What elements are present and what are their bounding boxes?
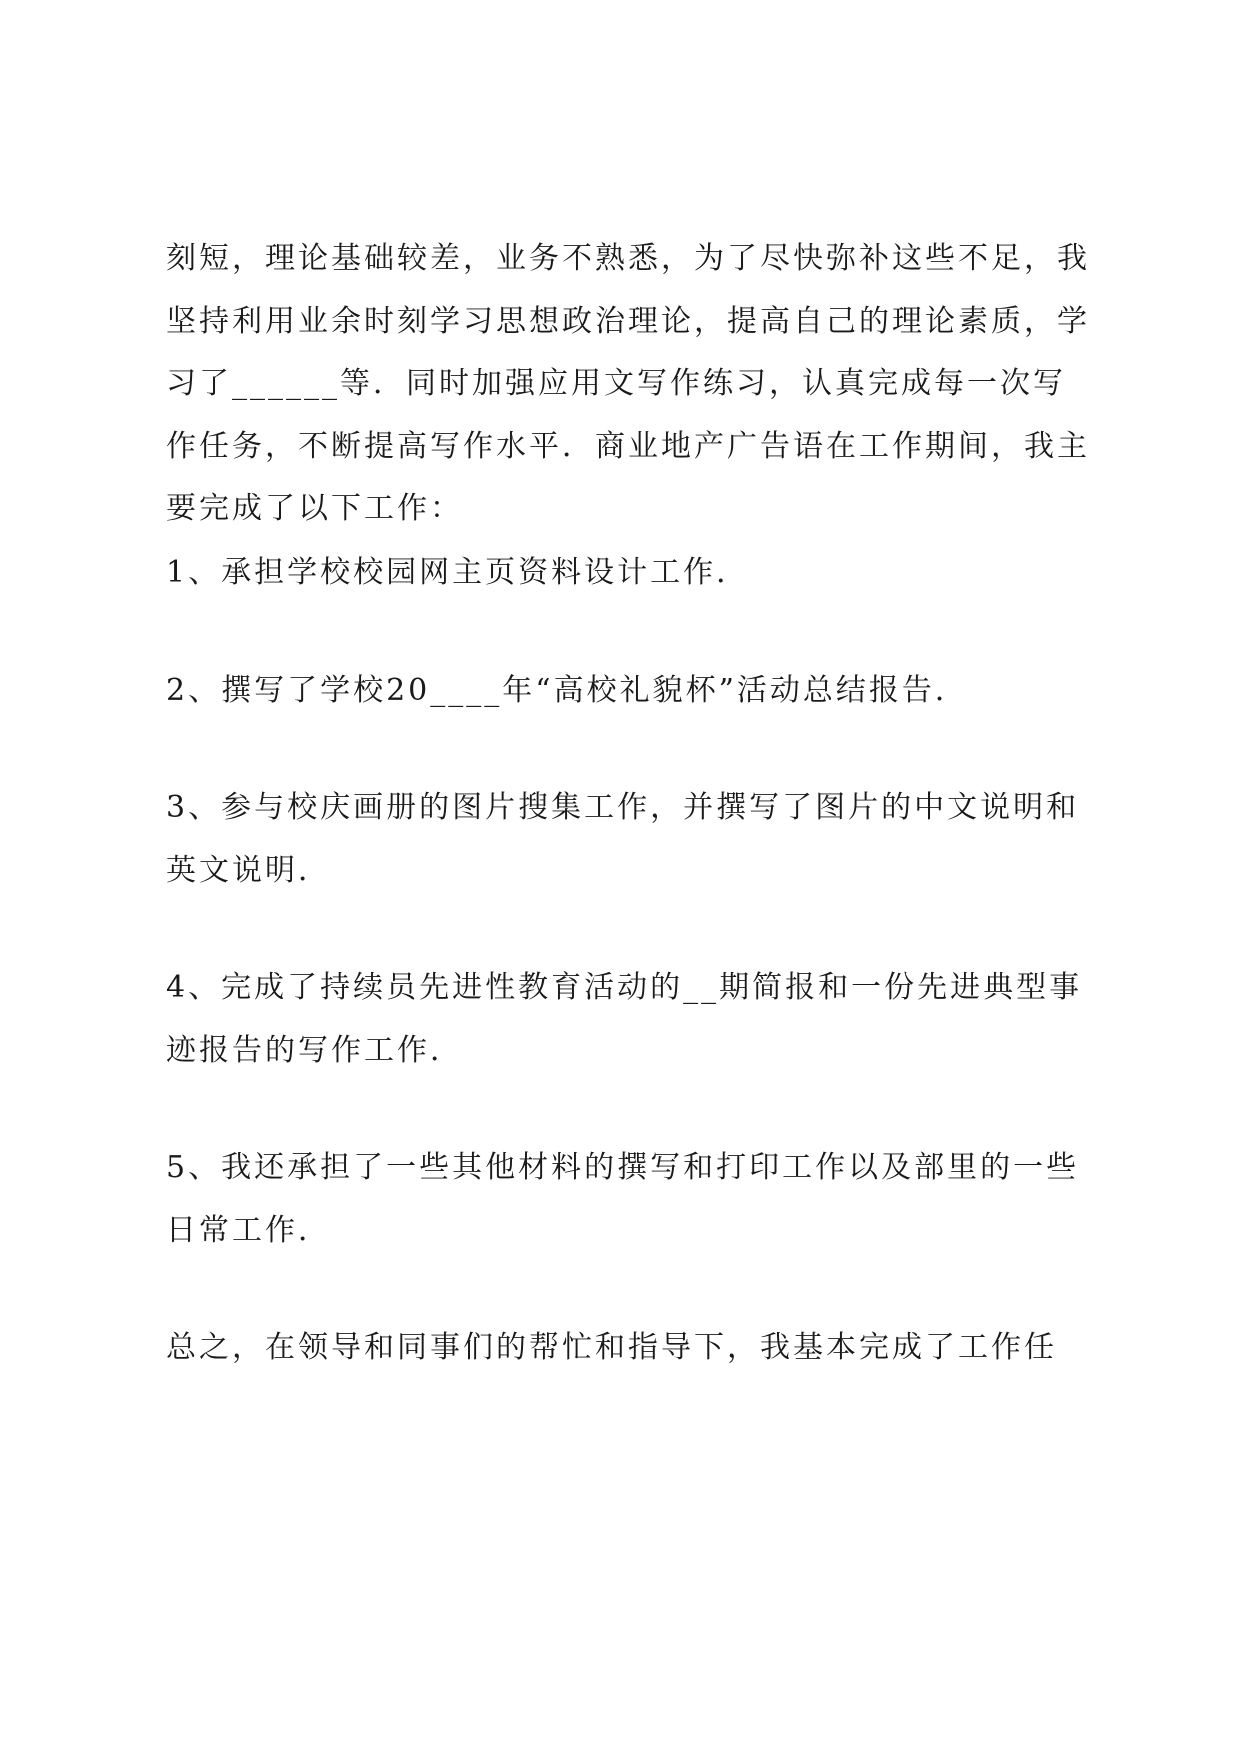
list-item-1: 1、承担学校校园网主页资料设计工作． [166,555,750,590]
list-item-5: 5、我还承担了一些其他材料的撰写和打印工作以及部里的一些日常工作． [166,1150,1080,1248]
list-item-2: 2、撰写了学校20____年“高校礼貌杯”活动总结报告． [166,673,968,708]
closing-paragraph: 总之，在领导和同事们的帮忙和指导下，我基本完成了工作任 [166,1330,1057,1365]
list-item-3: 3、参与校庆画册的图片搜集工作，并撰写了图片的中文说明和英文说明． [166,790,1080,888]
list-item-4: 4、完成了持续员先进性教育活动的__期简报和一份先进典型事迹报告的写作工作． [166,970,1083,1068]
intro-paragraph: 刻短，理论基础较差，业务不熟悉，为了尽快弥补这些不足，我坚持利用业余时刻学习思想政治理论，提高自己的理论素质，学习了______等．同时加强应用文写作练习，认真完成每一次写作任务，不断提高写作水平．商业地产广告语在工作期间，我主要完成了以下工作： [166,241,1090,527]
